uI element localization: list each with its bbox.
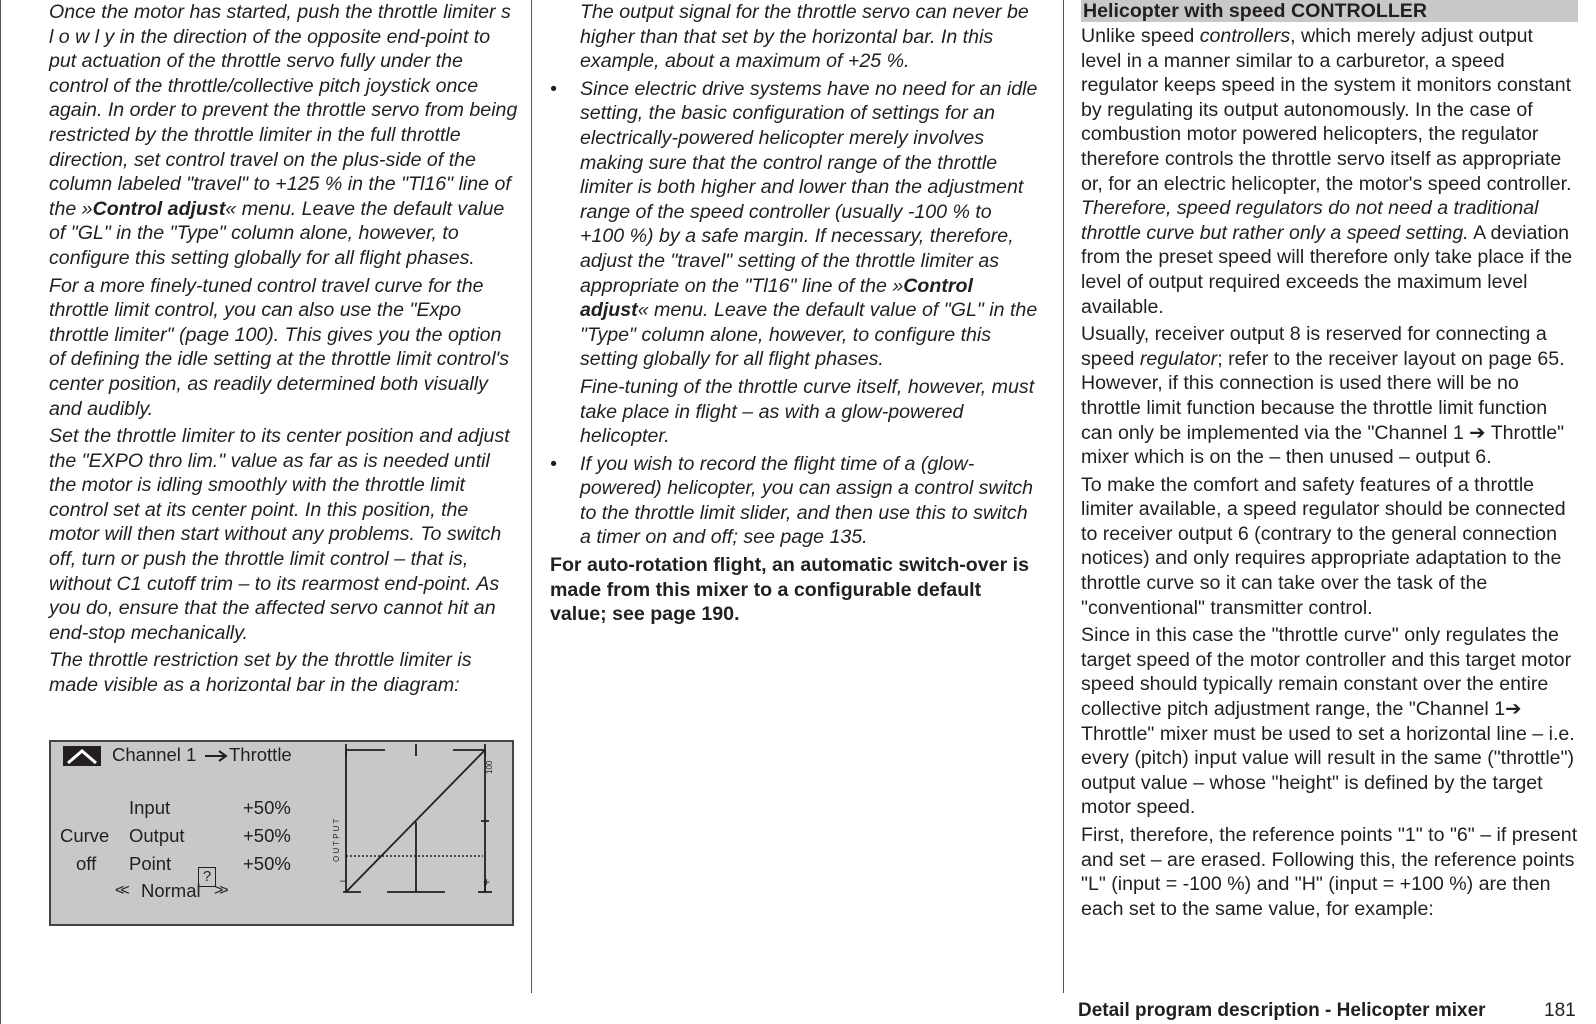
page-number: 181 xyxy=(1544,1000,1576,1021)
section-title: Helicopter with speed CONTROLLER xyxy=(1081,0,1578,22)
input-value: +50% xyxy=(243,797,291,818)
column-divider-2 xyxy=(1063,0,1064,993)
input-label: Input xyxy=(129,797,171,818)
paragraph: First, therefore, the reference points "1" to "6" – if present and set – are erased. Following this, the reference points "L" (input = -100 %) and "H" (input = +100 %) are then each set to the same value, for example: xyxy=(1081,824,1578,920)
throttle-limit-diagram xyxy=(49,740,514,926)
mode-label: Normal xyxy=(141,880,201,901)
column-3 xyxy=(1081,0,1578,924)
column-1 xyxy=(49,0,519,701)
left-border xyxy=(0,0,1,1024)
throttle-label: Throttle xyxy=(229,744,292,765)
bullet-item: • Since electric drive systems have no need for an idle setting, the basic configuration of settings for an electrically-powered helicopter merely involves making sure that the control range of the throttle limiter is both higher and lower than the adjustment range of the speed controller (usually -100 % to +100 %) by a safe margin. If necessary, therefore, adjust the "travel" setting of the throttle limiter as appropriate on the "Tl16" line of the »Control adjust« menu. Leave the default value of "GL" in the "Type" column alone, however, to configure this setting globally for all flight phases. xyxy=(550,77,1038,371)
paragraph: Usually, receiver output 8 is reserved for connecting a speed regulator; refer to the receiver layout on page 65. However, if this connection is used there will be no throttle limit function because the throttle limit function can only be implemented via the "Channel 1 ➔ Throttle" mixer which is on the – then unused – output 6. xyxy=(1081,323,1565,469)
point-value: +50% xyxy=(243,853,291,874)
arrow-right-icon xyxy=(204,750,228,762)
bold-note: For auto-rotation flight, an automatic switch-over is made from this mixer to a configurable default value; see page 190. xyxy=(550,554,1029,626)
paragraph: The throttle restriction set by the throttle limiter is made visible as a horizontal bar in the diagram: xyxy=(49,649,472,697)
point-selector: ? xyxy=(198,867,216,887)
menu-name: Control adjust xyxy=(92,197,226,220)
up-arrow-icon xyxy=(63,746,101,766)
paragraph: Set the throttle limiter to its center position and adjust the "EXPO thro lim." value as far as is needed until the motor is idling smoothly with the throttle limit control set at its center point. In this position, the motor will then start without any problems. To switch off, turn or push the throttle limit control – that is, without C1 cutoff trim – to its rearmost end-point. As you do, ensure that the affected servo cannot hit an end-stop mechanically. xyxy=(49,425,510,644)
footer-section-title: Detail program description - Helicopter mixer xyxy=(1078,1000,1486,1021)
axis-max-label: 100 xyxy=(485,760,494,774)
output-value: +50% xyxy=(243,825,291,846)
column-2 xyxy=(550,0,1040,630)
paragraph: Since in this case the "throttle curve" only regulates the target speed of the motor controller and this target motor speed should typically remain constant over the entire collective pitch adjustment range, the "Channel 1➔ Throttle" mixer must be used to set a horizontal line – i.e. every (pitch) input value will result in the same ("throttle") output value – whose "height" is defined by the target motor speed. xyxy=(1081,624,1575,819)
minus-label: – xyxy=(340,873,347,887)
chevron-right-icon: >> xyxy=(214,882,225,899)
curve-off-label: off xyxy=(76,853,97,874)
paragraph: The output signal for the throttle servo can never be higher than that set by the horizontal bar. In this example, about a maximum of +25 %. xyxy=(580,1,1029,73)
plus-label: + xyxy=(483,875,491,889)
bullet-icon: • xyxy=(550,77,557,100)
menu-name: Control adjust xyxy=(580,274,973,322)
curve-graph xyxy=(332,742,512,924)
paragraph: Unlike speed controllers, which merely adjust output level in a manner similar to a carburetor, a speed regulator keeps speed in the system it monitors constant by regulating its output autonomously. In the case of combustion motor powered helicopters, the regulator therefore controls the throttle servo itself as appropriate or, for an electric helicopter, the motor's speed controller. Therefore, speed regulators do not need a traditional throttle curve but rather only a speed setting. A deviation from the preset speed will therefore only take place if the level of output required exceeds the maximum level available. xyxy=(1081,25,1573,318)
channel-label: Channel 1 xyxy=(112,744,197,765)
paragraph: Fine-tuning of the throttle curve itself, however, must take place in flight – as with a glow-powered helicopter. xyxy=(580,375,1035,448)
paragraph: Once the motor has started, push the throttle limiter s l o w l y in the direction of the opposite end-point to put actuation of the throttle servo fully under the control of the throttle/collective pitch joystick once again. In order to prevent the throttle servo from being restricted by the throttle limiter in the full throttle direction, set control travel on the plus-side of the column labeled "travel" to +125 % in the "Tl16" line of the »Control adjust« menu. Leave the default value of "GL" in the "Type" column alone, however, to configure this setting globally for all flight phases. xyxy=(49,1,518,269)
bullet-icon: • xyxy=(550,452,557,475)
paragraph: To make the comfort and safety features of a throttle limiter available, a speed regulator should be connected to receiver output 6 (contrary to the general connection notices) and only requires appropriate adaptation to the throttle curve so it can take over the task of the "conventional" transmitter control. xyxy=(1081,473,1566,619)
output-label: Output xyxy=(129,825,185,846)
bullet-item: • If you wish to record the flight time of a (glow-powered) helicopter, you can assign a control switch to the throttle limit slider, and then use this to switch a timer on and off; see page 135. xyxy=(550,452,1034,549)
chevron-left-icon: << xyxy=(115,882,126,899)
curve-label: Curve xyxy=(60,825,110,846)
point-label: Point xyxy=(129,853,172,874)
output-axis-label: O U T P U T xyxy=(332,818,341,862)
column-divider-1 xyxy=(531,0,532,993)
paragraph: For a more finely-tuned control travel curve for the throttle limit control, you can also use the "Expo throttle limiter" (page 100). This gives you the option of defining the idle setting at the throttle limit control's center position, as readily determined both visually and audibly. xyxy=(49,274,510,420)
